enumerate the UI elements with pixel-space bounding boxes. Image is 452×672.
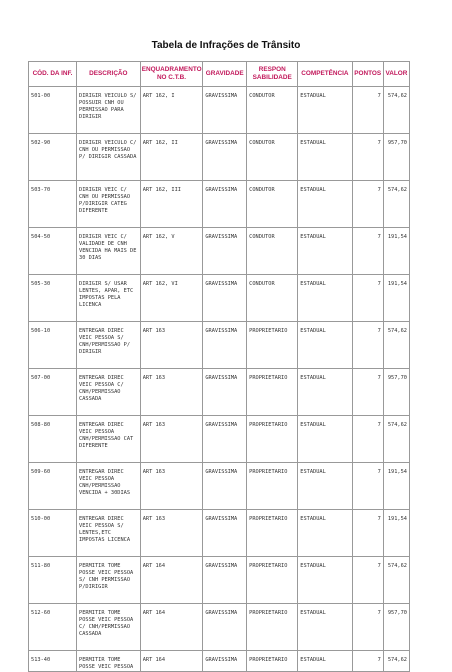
cell-enquadramento: ART 163 (140, 322, 203, 369)
table-row (29, 510, 410, 557)
header-gravidade: GRAVIDADE (203, 62, 247, 87)
cell-cod: 505-30 (29, 275, 77, 322)
cell-competencia: ESTADUAL (298, 322, 352, 369)
cell-gravidade: GRAVISSIMA (203, 557, 247, 604)
cell-enquadramento: ART 162, II (140, 134, 203, 181)
cell-enquadramento: ART 163 (140, 510, 203, 557)
cell-responsabilidade: CONDUTOR (247, 275, 298, 322)
table-row (29, 604, 410, 651)
cell-gravidade: GRAVISSIMA (203, 87, 247, 134)
cell-cod: 502-90 (29, 134, 77, 181)
table-header-row (29, 62, 410, 87)
cell-cod: 506-10 (29, 322, 77, 369)
table-row (29, 228, 410, 275)
cell-descricao: DIRIGIR VEICULO S/ POSSUIR CNH OU PERMISSAO PARA DIRIGIR (77, 87, 141, 134)
cell-gravidade: GRAVISSIMA (203, 604, 247, 651)
cell-responsabilidade: PROPRIETARIO (247, 604, 298, 651)
cell-gravidade: GRAVISSIMA (203, 275, 247, 322)
cell-enquadramento: ART 163 (140, 416, 203, 463)
cell-cod: 510-00 (29, 510, 77, 557)
cell-responsabilidade: PROPRIETARIO (247, 651, 298, 672)
page-title: Tabela de Infrações de Trânsito (151, 40, 301, 51)
cell-enquadramento: ART 163 (140, 369, 203, 416)
cell-cod: 511-80 (29, 557, 77, 604)
cell-responsabilidade: PROPRIETARIO (247, 557, 298, 604)
cell-competencia: ESTADUAL (298, 369, 352, 416)
cell-descricao: PERMITIR TOME POSSE VEIC PESSOA S/ CNH PERMISSAO P/DIRIGIR (77, 557, 141, 604)
cell-enquadramento: ART 162, III (140, 181, 203, 228)
cell-cod: 508-80 (29, 416, 77, 463)
cell-valor: 191,54 (383, 510, 409, 557)
cell-cod: 501-00 (29, 87, 77, 134)
cell-pontos: 7 (352, 275, 383, 322)
cell-enquadramento: ART 164 (140, 557, 203, 604)
cell-pontos: 7 (352, 87, 383, 134)
table-row (29, 181, 410, 228)
cell-valor: 191,54 (383, 275, 409, 322)
infractions-table (28, 61, 410, 672)
cell-valor: 574,62 (383, 322, 409, 369)
table-row (29, 416, 410, 463)
table-row (29, 651, 410, 672)
cell-descricao: DIRIGIR VEICULO C/ CNH OU PERMISSAO P/ DIRIGIR CASSADA (77, 134, 141, 181)
cell-cod: 503-70 (29, 181, 77, 228)
cell-valor: 574,62 (383, 651, 409, 672)
cell-competencia: ESTADUAL (298, 463, 352, 510)
header-responsabilidade: RESPON SABILIDADE (247, 62, 298, 87)
cell-valor: 191,54 (383, 463, 409, 510)
cell-gravidade: GRAVISSIMA (203, 510, 247, 557)
cell-cod: 512-60 (29, 604, 77, 651)
cell-gravidade: GRAVISSIMA (203, 463, 247, 510)
cell-pontos: 7 (352, 181, 383, 228)
cell-responsabilidade: CONDUTOR (247, 134, 298, 181)
table-row (29, 275, 410, 322)
cell-responsabilidade: PROPRIETARIO (247, 416, 298, 463)
cell-valor: 957,70 (383, 369, 409, 416)
cell-descricao: ENTREGAR DIREC VEIC PESSOA CNH/PERMISSAO VENCIDA + 30DIAS (77, 463, 141, 510)
header-valor: VALOR (383, 62, 409, 87)
cell-pontos: 7 (352, 557, 383, 604)
cell-competencia: ESTADUAL (298, 181, 352, 228)
table-row (29, 322, 410, 369)
cell-competencia: ESTADUAL (298, 134, 352, 181)
cell-gravidade: GRAVISSIMA (203, 181, 247, 228)
cell-competencia: ESTADUAL (298, 510, 352, 557)
header-enquadramento: ENQUADRAMENTO NO C.T.B. (140, 62, 203, 87)
cell-cod: 513-40 (29, 651, 77, 672)
header-cod: CÓD. DA INF. (29, 62, 77, 87)
cell-gravidade: GRAVISSIMA (203, 651, 247, 672)
cell-valor: 574,62 (383, 557, 409, 604)
cell-descricao: ENTREGAR DIREC VEIC PESSOA S/ CNH/PERMISSAO P/ DIRIGIR (77, 322, 141, 369)
cell-valor: 574,62 (383, 181, 409, 228)
cell-competencia: ESTADUAL (298, 651, 352, 672)
cell-valor: 957,70 (383, 134, 409, 181)
cell-responsabilidade: CONDUTOR (247, 228, 298, 275)
cell-gravidade: GRAVISSIMA (203, 369, 247, 416)
cell-enquadramento: ART 164 (140, 604, 203, 651)
cell-enquadramento: ART 162, V (140, 228, 203, 275)
cell-gravidade: GRAVISSIMA (203, 134, 247, 181)
cell-cod: 507-00 (29, 369, 77, 416)
cell-cod: 509-60 (29, 463, 77, 510)
header-pontos: PONTOS (352, 62, 383, 87)
cell-gravidade: GRAVISSIMA (203, 228, 247, 275)
cell-competencia: ESTADUAL (298, 275, 352, 322)
cell-pontos: 7 (352, 322, 383, 369)
cell-responsabilidade: PROPRIETARIO (247, 510, 298, 557)
cell-gravidade: GRAVISSIMA (203, 416, 247, 463)
cell-competencia: ESTADUAL (298, 228, 352, 275)
cell-pontos: 7 (352, 134, 383, 181)
table-row (29, 463, 410, 510)
cell-pontos: 7 (352, 416, 383, 463)
cell-competencia: ESTADUAL (298, 87, 352, 134)
cell-descricao: PERMITIR TOME POSSE VEIC PESSOA C/ CNH/PERMISSAO CASSADA (77, 604, 141, 651)
cell-descricao: DIRIGIR VEIC C/ VALIDADE DE CNH VENCIDA HA MAIS DE 30 DIAS (77, 228, 141, 275)
cell-responsabilidade: PROPRIETARIO (247, 369, 298, 416)
table-row (29, 557, 410, 604)
cell-valor: 574,62 (383, 87, 409, 134)
cell-valor: 957,70 (383, 604, 409, 651)
header-competencia: COMPETÊNCIA (298, 62, 352, 87)
cell-responsabilidade: CONDUTOR (247, 181, 298, 228)
cell-descricao: PERMITIR TOME POSSE VEIC PESSOA (77, 651, 141, 672)
cell-competencia: ESTADUAL (298, 604, 352, 651)
cell-responsabilidade: PROPRIETARIO (247, 322, 298, 369)
cell-descricao: ENTREGAR DIREC VEIC PESSOA S/ LENTES,ETC IMPOSTAS LICENCA (77, 510, 141, 557)
cell-enquadramento: ART 163 (140, 463, 203, 510)
cell-pontos: 7 (352, 463, 383, 510)
cell-competencia: ESTADUAL (298, 416, 352, 463)
cell-enquadramento: ART 164 (140, 651, 203, 672)
cell-pontos: 7 (352, 369, 383, 416)
cell-responsabilidade: CONDUTOR (247, 87, 298, 134)
cell-enquadramento: ART 162, VI (140, 275, 203, 322)
cell-pontos: 7 (352, 604, 383, 651)
cell-cod: 504-50 (29, 228, 77, 275)
cell-competencia: ESTADUAL (298, 557, 352, 604)
cell-pontos: 7 (352, 510, 383, 557)
cell-valor: 574,62 (383, 416, 409, 463)
cell-descricao: DIRIGIR VEIC C/ CNH OU PERMISSAO P/DIRIGIR CATEG DIFERENTE (77, 181, 141, 228)
cell-pontos: 7 (352, 228, 383, 275)
cell-valor: 191,54 (383, 228, 409, 275)
cell-descricao: ENTREGAR DIREC VEIC PESSOA C/ CNH/PERMISSAO CASSADA (77, 369, 141, 416)
cell-gravidade: GRAVISSIMA (203, 322, 247, 369)
cell-descricao: DIRIGIR S/ USAR LENTES, APAR, ETC IMPOSTAS PELA LICENCA (77, 275, 141, 322)
cell-descricao: ENTREGAR DIREC VEIC PESSOA CNH/PERMISSAO CAT DIFERENTE (77, 416, 141, 463)
cell-pontos: 7 (352, 651, 383, 672)
table-row (29, 134, 410, 181)
header-descricao: DESCRIÇÃO (77, 62, 141, 87)
table-row (29, 87, 410, 134)
table-row (29, 369, 410, 416)
cell-responsabilidade: PROPRIETARIO (247, 463, 298, 510)
cell-enquadramento: ART 162, I (140, 87, 203, 134)
